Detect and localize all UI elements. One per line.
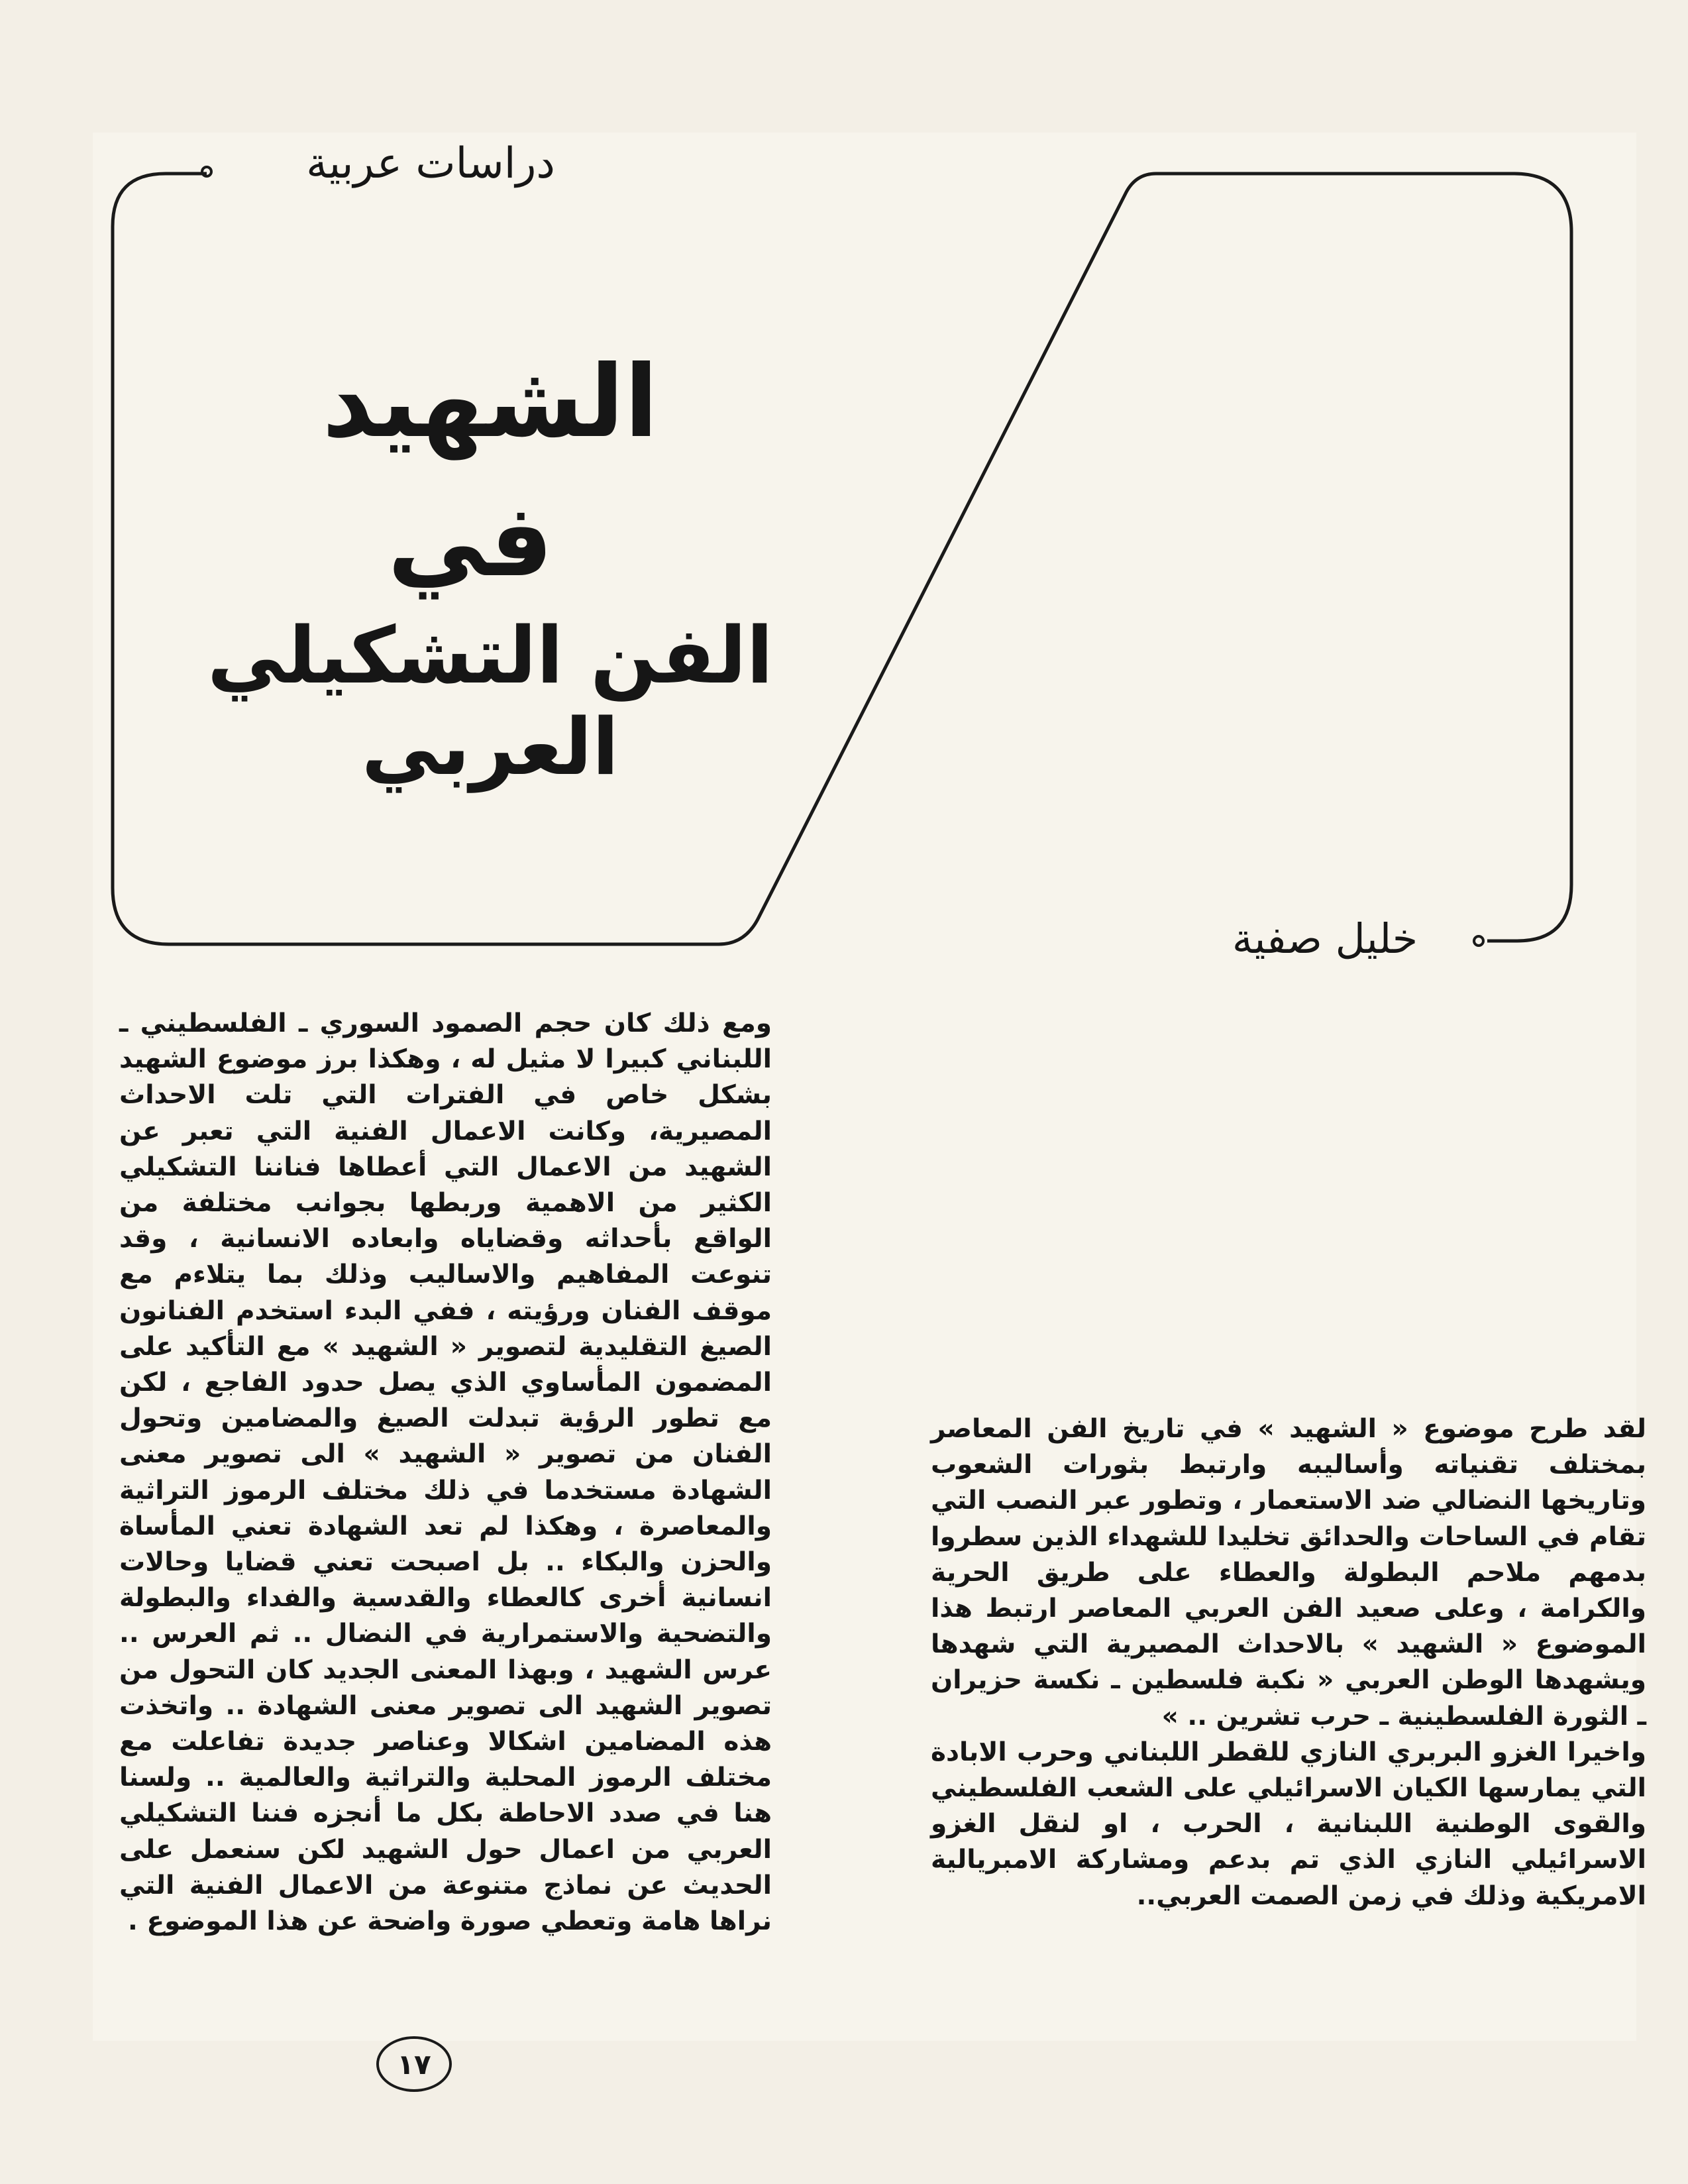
page-number: ١٧: [376, 2036, 452, 2092]
article-title-line-3: الفن التشكيلي العربي: [207, 610, 774, 792]
author-name: خليل صفية: [1232, 914, 1418, 963]
frame-outline: [113, 174, 1571, 944]
article-title-line-2: في: [388, 484, 553, 599]
section-label: دراسات عربية: [306, 139, 555, 188]
right-paragraph-2: واخيرا الغزو البربري النازي للقطر اللبناني وحرب الابادة التي يمارسها الكيان الاسرائيلي على الشعب الفلسطيني والقوى الوطنية اللبنانية ، الحرب ، او لنقل الغزو الاسرائيلي النازي الذي تم بدعم ومشاركة الامبريالية الامريكية وذلك في زمن الصمت العربي..: [931, 1737, 1646, 1911]
right-paragraph-1: لقد طرح موضوع « الشهيد » في تاريخ الفن المعاصر بمختلف تقنياته وأساليبه وارتبط بثورات الشعوب وتاريخها النضالي ضد الاستعمار ، وتطور عبر النصب التي تقام في الساحات والحدائق تخليدا للشهداء الذين سطروا بدمهم ملاحم البطولة والعطاء على طريق الحرية والكرامة ، وعلى صعيد الفن العربي المعاصر ارتبط هذا الموضوع « الشهيد » بالاحداث المصيرية التي شهدها ويشهدها الوطن العربي « نكبة فلسطين ـ نكسة حزيران ـ الثورة الفلسطينية ـ حرب تشرين .. »: [931, 1414, 1646, 1731]
left-paragraph: ومع ذلك كان حجم الصمود السوري ـ الفلسطيني ـ اللبناني كبيرا لا مثيل له ، وهكذا برز موضوع الشهيد بشكل خاص في الفترات التي تلت الاحداث المصيرية، وكانت الاعمال الفنية التي تعبر عن الشهيد من الاعمال التي أعطاها فناننا التشكيلي الكثير من الاهمية وربطها بجوانب مختلفة من الواقع بأحداثه وقضاياه وابعاده الانسانية ، وقد تنوعت المفاهيم والاساليب وذلك بما يتلاءم مع موقف الفنان ورؤيته ، ففي البدء استخدم الفنانون الصيغ التقليدية لتصوير « الشهيد » مع التأكيد على المضمون المأساوي الذي يصل حدود الفاجع ، لكن مع تطور الرؤية تبدلت الصيغ والمضامين وتحول الفنان من تصوير « الشهيد » الى تصوير معنى الشهادة مستخدما في ذلك مختلف الرموز التراثية والمعاصرة ، وهكذا لم تعد الشهادة تعني المأساة والحزن والبكاء .. بل اصبحت تعني قضايا وحالات انسانية أخرى كالعطاء والقدسية والفداء والبطولة والتضحية والاستمرارية في النضال .. ثم العرس .. عرس الشهيد ، وبهذا المعنى الجديد كان التحول من تصوير الشهيد الى تصوير معنى الشهادة .. واتخذت هذه المضامين اشكالا وعناصر جديدة تفاعلت مع مختلف الرموز المحلية والتراثية والعالمية .. ولسنا هنا في صدد الاحاطة بكل ما أنجزه فننا التشكيلي العربي من اعمال حول الشهيد لكن سنعمل على الحديث عن نماذج متنوعة من الاعمال الفنية التي نراها هامة وتعطي صورة واضحة عن هذا الموضوع .: [119, 1009, 772, 1937]
right-column: [931, 1411, 1646, 1914]
article-title-line-1: الشهيد: [322, 345, 659, 460]
left-column: [119, 1006, 772, 1939]
